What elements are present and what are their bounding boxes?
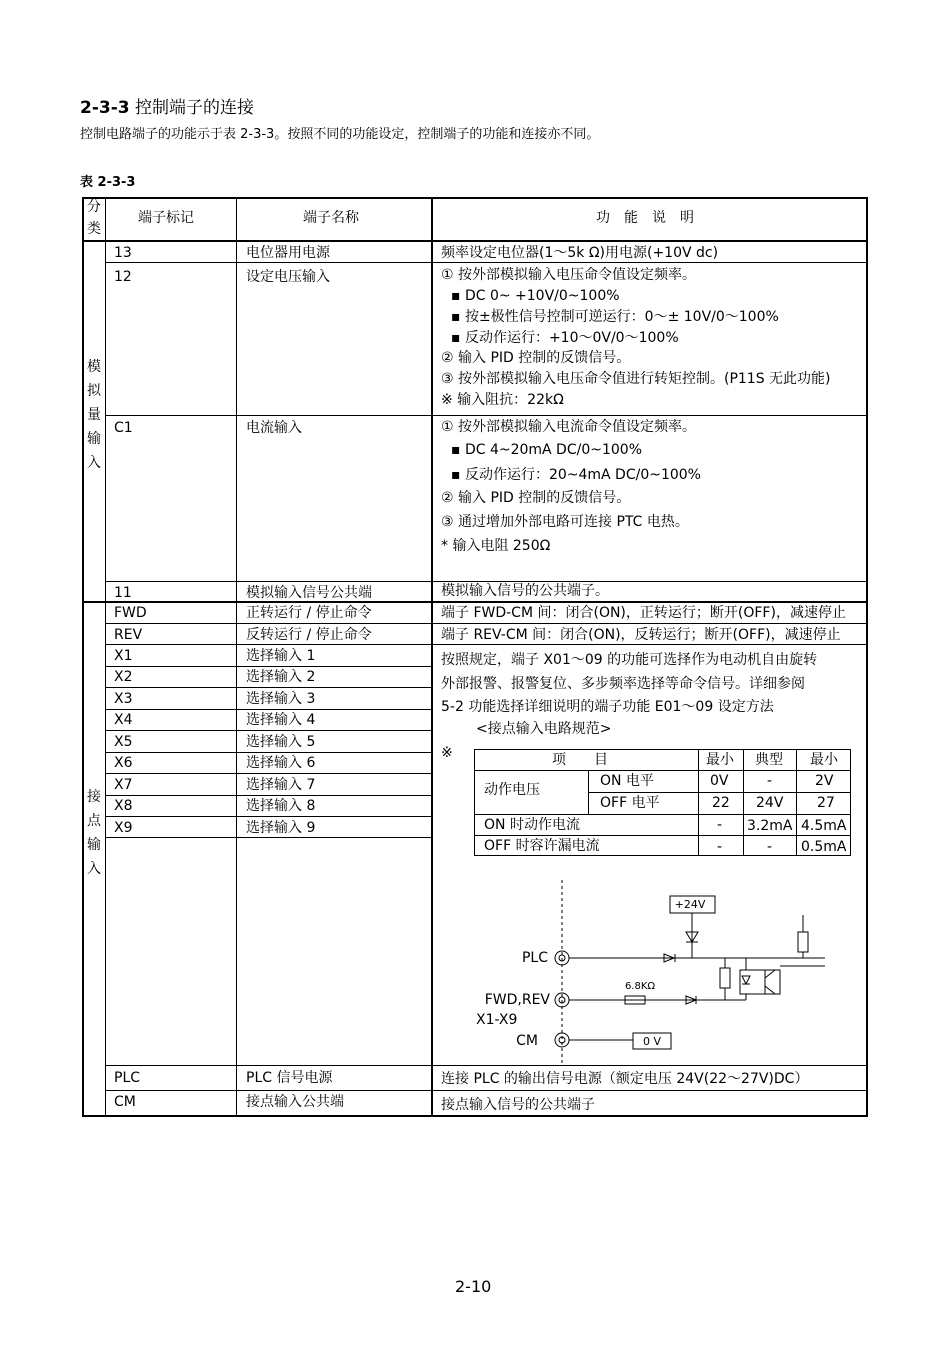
func-12-line: ③ 按外部模拟输入电压命令值进行转矩控制。(P11S 无此功能) bbox=[441, 371, 831, 387]
name-plc: PLC 信号电源 bbox=[246, 1070, 333, 1086]
spec-header-min: 最小 bbox=[706, 752, 734, 768]
contact-mark-x2: X2 bbox=[114, 669, 133, 685]
name-cm: 接点输入公共端 bbox=[246, 1094, 344, 1110]
section-heading bbox=[80, 98, 254, 118]
contact-input-circuit-diagram bbox=[432, 870, 868, 1064]
contact-name-x9: 选择输入 9 bbox=[246, 820, 316, 836]
contact-name-rev: 反转运行 / 停止命令 bbox=[246, 627, 372, 643]
func-x-line: 5-2 功能选择详细说明的端子功能 E01～09 设定方法 bbox=[441, 699, 774, 715]
mark-c1: C1 bbox=[114, 420, 133, 436]
spec-cell: - bbox=[717, 817, 723, 833]
contact-mark-fwd: FWD bbox=[114, 605, 147, 621]
spec-cell: 3.2mA bbox=[747, 818, 793, 834]
section-number: 2-3-3 bbox=[80, 98, 130, 118]
func-c1-line: * 输入电阻 250Ω bbox=[441, 538, 551, 554]
contact-name-x5: 选择输入 5 bbox=[246, 734, 316, 750]
contact-name-fwd: 正转运行 / 停止命令 bbox=[246, 605, 372, 621]
spec-cell: 24V bbox=[756, 795, 784, 811]
func-rev: 端子 REV-CM 间：闭合(ON)，反转运行；断开(OFF)，减速停止 bbox=[441, 627, 841, 643]
contact-mark-x9: X9 bbox=[114, 820, 133, 836]
page-number: 2-10 bbox=[455, 1277, 492, 1296]
spec-cell: - bbox=[767, 839, 773, 855]
name-13: 电位器用电源 bbox=[246, 245, 330, 261]
spec-cell: 0.5mA bbox=[801, 839, 847, 855]
func-cm: 接点输入信号的公共端子 bbox=[441, 1097, 595, 1113]
spec-header-typ: 典型 bbox=[755, 752, 783, 768]
contact-mark-x4: X4 bbox=[114, 712, 133, 728]
spec-cell: OFF 时容许漏电流 bbox=[484, 838, 600, 854]
func-12-line: ※ 输入阻抗：22kΩ bbox=[441, 392, 564, 408]
func-c1-line: ① 按外部模拟输入电流命令值设定频率。 bbox=[441, 419, 696, 435]
spec-cell: 动作电压 bbox=[484, 782, 540, 798]
contact-name-x7: 选择输入 7 bbox=[246, 777, 316, 793]
contact-mark-x8: X8 bbox=[114, 798, 133, 814]
contact-name-x3: 选择输入 3 bbox=[246, 691, 316, 707]
spec-header-item: 项 目 bbox=[552, 752, 608, 768]
func-12-line: ▪ 反动作运行：+10～0V/0～100% bbox=[451, 330, 679, 346]
label-resistor: 6.8KΩ bbox=[624, 981, 656, 992]
contact-mark-rev: REV bbox=[114, 627, 143, 643]
func-11: 模拟输入信号的公共端子。 bbox=[441, 583, 609, 599]
contact-name-x6: 选择输入 6 bbox=[246, 755, 316, 771]
func-fwd: 端子 FWD-CM 间：闭合(ON)，正转运行；断开(OFF)，减速停止 bbox=[441, 605, 846, 621]
category-analog: 模拟量输入 bbox=[87, 359, 101, 471]
spec-cell: 27 bbox=[817, 795, 835, 811]
label-x1-x9: X1-X9 bbox=[476, 1012, 518, 1028]
label-24v: +24V bbox=[674, 898, 706, 911]
header-category: 分类 bbox=[87, 199, 101, 237]
contact-name-x2: 选择输入 2 bbox=[246, 669, 316, 685]
name-11: 模拟输入信号公共端 bbox=[246, 585, 372, 601]
contact-mark-x3: X3 bbox=[114, 691, 133, 707]
spec-cell: 2V bbox=[815, 773, 834, 789]
intro-text: 控制电路端子的功能示于表 2-3-3。按照不同的功能设定，控制端子的功能和连接亦不同。 bbox=[80, 127, 600, 142]
label-plc: PLC bbox=[521, 950, 548, 966]
name-c1: 电流输入 bbox=[246, 420, 302, 436]
func-12-line: ① 按外部模拟输入电压命令值设定频率。 bbox=[441, 267, 696, 283]
func-plc: 连接 PLC 的输出信号电源（额定电压 24V(22～27V)DC） bbox=[441, 1071, 809, 1087]
contact-name-x4: 选择输入 4 bbox=[246, 712, 316, 728]
spec-cell: ON 时动作电流 bbox=[484, 817, 580, 833]
spec-cell: - bbox=[767, 773, 773, 789]
spec-table bbox=[474, 749, 852, 857]
spec-cell: 0V bbox=[710, 773, 729, 789]
label-cm: CM bbox=[516, 1033, 538, 1049]
mark-11: 11 bbox=[114, 585, 132, 601]
func-12-line: ▪ 按±极性信号控制可逆运行：0～± 10V/0～100% bbox=[451, 309, 779, 325]
spec-cell: 22 bbox=[712, 795, 730, 811]
func-c1-line: ▪ 反动作运行：20~4mA DC/0~100% bbox=[451, 467, 701, 483]
func-12-line: ② 输入 PID 控制的反馈信号。 bbox=[441, 350, 631, 366]
header-func: 功 能 说 明 bbox=[596, 210, 694, 226]
contact-mark-x5: X5 bbox=[114, 734, 133, 750]
section-title: 控制端子的连接 bbox=[135, 98, 255, 118]
name-12: 设定电压输入 bbox=[246, 269, 330, 285]
label-fwd-rev: FWD,REV bbox=[484, 992, 550, 1008]
contact-name-x1: 选择输入 1 bbox=[246, 648, 316, 664]
contact-mark-x7: X7 bbox=[114, 777, 133, 793]
func-c1-line: ▪ DC 4~20mA DC/0~100% bbox=[451, 442, 642, 458]
mark-plc: PLC bbox=[114, 1070, 141, 1086]
ref-mark: ※ bbox=[441, 745, 453, 761]
func-x-line: 外部报警、报警复位、多步频率选择等命令信号。详细参阅 bbox=[441, 676, 805, 692]
spec-header-max: 最小 bbox=[810, 752, 838, 768]
spec-title: <接点输入电路规范> bbox=[476, 721, 612, 737]
func-x-line: 按照规定，端子 X01～09 的功能可选择作为电动机自由旋转 bbox=[441, 652, 818, 668]
spec-cell: 4.5mA bbox=[801, 818, 847, 834]
header-name: 端子名称 bbox=[303, 210, 359, 226]
contact-mark-x1: X1 bbox=[114, 648, 133, 664]
mark-12: 12 bbox=[114, 269, 132, 285]
spec-cell: - bbox=[717, 839, 723, 855]
contact-name-x8: 选择输入 8 bbox=[246, 798, 316, 814]
func-c1-line: ② 输入 PID 控制的反馈信号。 bbox=[441, 490, 631, 506]
func-12-line: ▪ DC 0~ +10V/0~100% bbox=[451, 288, 620, 304]
label-0v: 0 V bbox=[642, 1035, 662, 1048]
table-caption: 表 2-3-3 bbox=[80, 175, 136, 190]
mark-13: 13 bbox=[114, 245, 132, 261]
category-contact: 接点输入 bbox=[87, 789, 101, 877]
spec-cell: ON 电平 bbox=[600, 773, 654, 789]
func-13: 频率设定电位器(1～5k Ω)用电源(+10V dc) bbox=[441, 245, 719, 261]
contact-mark-x6: X6 bbox=[114, 755, 133, 771]
spec-cell: OFF 电平 bbox=[600, 795, 660, 811]
header-mark: 端子标记 bbox=[138, 210, 194, 226]
mark-cm: CM bbox=[114, 1094, 136, 1110]
func-c1-line: ③ 通过增加外部电路可连接 PTC 电热。 bbox=[441, 514, 689, 530]
